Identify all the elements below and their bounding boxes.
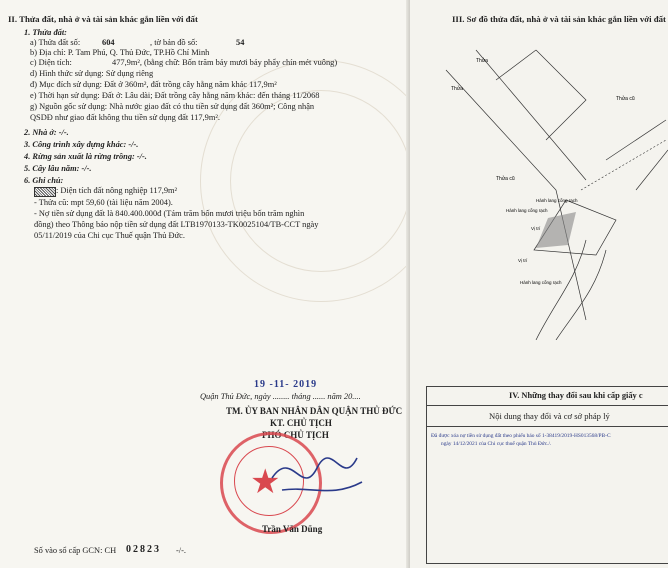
- changes-table-header-row: [427, 387, 668, 406]
- signer-name: Trần Văn Dũng: [262, 524, 323, 534]
- map-label-canal-3: Hành lang cổng rạch: [520, 280, 562, 285]
- signatory-role-1: KT. CHỦ TỊCH: [270, 418, 332, 428]
- changes-table: [426, 386, 668, 564]
- map-label-position-2: Vị trí: [518, 258, 528, 263]
- usage-form: d) Hình thức sử dụng: Sử dụng riêng: [30, 69, 154, 78]
- map-label-parcel-1: Thửa: [476, 58, 488, 64]
- changes-column-header: Nội dung thay đổi và cơ sở pháp lý: [489, 411, 610, 421]
- map-label-parcel-2: Thửa: [451, 86, 463, 92]
- house-section: 2. Nhà ở: -/-.: [24, 128, 69, 137]
- parcel-sketch-map: [436, 40, 668, 340]
- usage-term: e) Thời hạn sử dụng: Đất ở: Lâu dài; Đất trồng cây hằng năm khác: đến tháng 11/2068: [30, 91, 320, 100]
- map-label-position-1: Vị trí: [531, 226, 541, 231]
- parcel-number-label: a) Thửa đất số:: [30, 38, 81, 47]
- address-line: b) Địa chỉ: P. Tam Phú, Q. Thủ Đức, TP.Hồ Chí Minh: [30, 48, 210, 57]
- registry-tail: -/-.: [176, 546, 186, 555]
- watermark-ring: [230, 90, 412, 272]
- usage-origin-1: g) Nguồn gốc sử dụng: Nhà nước giao đất có thu tiền sử dụng đất 360m²; Công nhận: [30, 102, 315, 111]
- changes-table-column-row: [427, 406, 668, 427]
- usage-origin-2: QSDĐ như giao đất không thu tiền sử dụng đất 117,9m².: [30, 113, 220, 122]
- parcel-number: 604: [102, 38, 115, 47]
- signatory-org: TM. ỦY BAN NHÂN DÂN QUẬN THỦ ĐỨC: [226, 406, 403, 416]
- map-heading: III. Sơ đồ thửa đất, nhà ở và tài sản khác gắn liền với đất: [452, 14, 666, 24]
- parcel-heading: 1. Thửa đất:: [24, 28, 67, 37]
- note-debt-2: đồng) theo Thông báo nộp tiền sử dụng đất LTB1970133-TK0025104/TB-CCT ngày: [34, 220, 319, 229]
- signatory-role-2: PHÓ CHỦ TỊCH: [262, 430, 329, 440]
- section-heading: II. Thửa đất, nhà ở và tài sản khác gắn liền với đất: [8, 14, 198, 24]
- signature-mark: [262, 438, 372, 508]
- change-entry-2: ngày 14/12/2021 của Chi cục thuế quận Thủ Đức./.: [441, 441, 552, 447]
- forest-section: 4. Rừng sản xuất là rừng trồng: -/-.: [24, 152, 147, 161]
- map-label-old-2: Thửa cũ: [496, 176, 515, 182]
- note-old-parcel: - Thửa cũ: mpt 59,60 (tài liệu năm 2004).: [34, 198, 173, 207]
- notes-heading: 6. Ghi chú:: [24, 176, 64, 185]
- hatch-legend-icon: [34, 187, 56, 197]
- seal-star-icon: ★: [250, 464, 281, 501]
- changes-heading: IV. Những thay đổi sau khi cấp giấy c: [509, 391, 643, 400]
- area-label: c) Diện tích:: [30, 58, 72, 67]
- area-value: 477,9m², (bằng chữ: Bốn trăm bảy mươi bảy phẩy chín mét vuông): [112, 58, 338, 67]
- change-entry-1: Đã được xóa nợ tiền sử dụng đất theo phiếu báo số 1-38419/2019-HS013568/PB-C: [431, 433, 611, 439]
- perennial-section: 5. Cây lâu năm: -/-.: [24, 164, 92, 173]
- note-agri-area: : Diện tích đất nông nghiệp 117,9m²: [56, 186, 178, 195]
- registry-number: 02823: [126, 544, 161, 555]
- map-sheet-label: , tờ bản đồ số:: [150, 38, 198, 47]
- registry-label: Số vào sổ cấp GCN: CH: [34, 546, 117, 555]
- map-label-old-1: Thửa cũ: [616, 96, 635, 102]
- note-debt-1: - Nợ tiền sử dụng đất là 840.400.000đ (Tám trăm bốn mươi triệu bốn trăm nghìn: [34, 209, 305, 218]
- map-sheet-number: 54: [236, 38, 245, 47]
- date-stamp: 19 -11- 2019: [254, 379, 318, 390]
- map-label-canal-1: Hành lang cổng rạch: [506, 208, 548, 213]
- map-label-canal-2: Hành lang cổng rạch: [536, 198, 578, 203]
- date-line: Quận Thủ Đức, ngày ........ tháng ...... năm 20....: [200, 392, 361, 401]
- note-debt-3: 05/11/2019 của Chi cục Thuế quận Thủ Đức.: [34, 231, 185, 240]
- construction-section: 3. Công trình xây dựng khác: -/-.: [24, 140, 139, 149]
- usage-purpose: đ) Mục đích sử dụng: Đất ở 360m², đất trồng cây hằng năm khác 117,9m²: [30, 80, 277, 89]
